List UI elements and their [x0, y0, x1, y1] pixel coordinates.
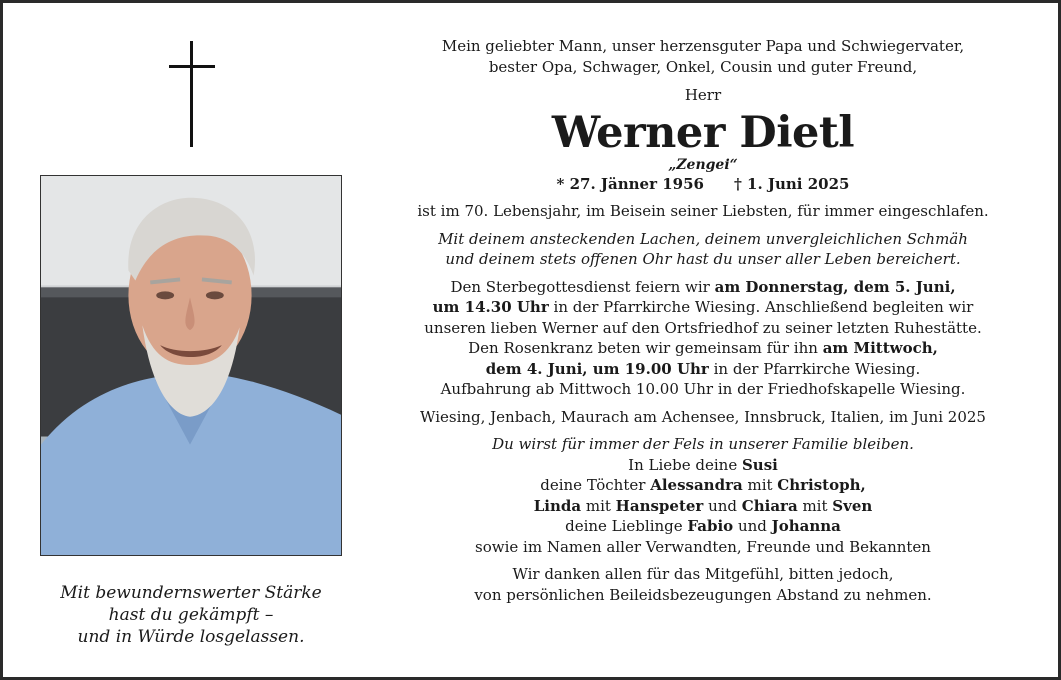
- cross-icon: [169, 41, 215, 147]
- quote-line: und in Würde losgelassen.: [77, 627, 305, 647]
- family-line: Linda mit Hanspeter und Chiara mit Sven: [533, 496, 873, 515]
- quote-line: hast du gekämpft –: [108, 605, 274, 625]
- family-line: deine Lieblinge Fabio und Johanna: [565, 517, 841, 535]
- rosary-line: dem 4. Juni, um 19.00 Uhr in der Pfarrkirche Wiesing.: [485, 359, 921, 378]
- family-line: sowie im Namen aller Verwandten, Freunde und Bekannten: [475, 537, 931, 556]
- intro-line: Mein geliebter Mann, unser herzensguter Papa und Schwiegervater,: [441, 37, 965, 55]
- family-line: deine Töchter Alessandra mit Christoph,: [540, 476, 866, 494]
- rock-line: Du wirst für immer der Fels in unserer Familie bleiben.: [492, 435, 914, 453]
- thanks-line: Wir danken allen für das Mitgefühl, bitten jedoch,: [512, 565, 894, 583]
- portrait-photo: [40, 175, 342, 556]
- places-line: Wiesing, Jenbach, Maurach am Achensee, Innsbruck, Italien, im Juni 2025: [420, 407, 986, 426]
- life-dates: [398, 174, 1008, 195]
- memorial-quote: [43, 582, 339, 648]
- service-line: um 14.30 Uhr in der Pfarrkirche Wiesing. Anschließend begleiten wir: [432, 298, 974, 316]
- viewing-line: Aufbahrung ab Mittwoch 10.00 Uhr in der Friedhofskapelle Wiesing.: [440, 380, 966, 398]
- intro-line: bester Opa, Schwager, Onkel, Cousin und guter Freund,: [488, 57, 918, 76]
- deceased-name: Werner Dietl: [551, 107, 855, 158]
- salutation: Herr: [684, 86, 722, 104]
- death-date: † 1. Juni 2025: [733, 174, 850, 193]
- quote-line: Mit bewundernswerter Stärke: [60, 583, 322, 603]
- thanks-line: von persönlichen Beileidsbezeugungen Abstand zu nehmen.: [474, 585, 932, 604]
- nickname: „Zengei“: [668, 156, 738, 173]
- birth-date: * 27. Jänner 1956: [556, 174, 704, 193]
- service-line: unseren lieben Werner auf den Ortsfriedhof zu seiner letzten Ruhestätte.: [424, 318, 982, 337]
- service-line: Den Sterbegottesdienst feiern wir am Donnerstag, dem 5. Juni,: [450, 277, 956, 296]
- family-line: In Liebe deine Susi: [628, 455, 778, 474]
- tribute-line: Mit deinem ansteckenden Lachen, deinem unvergleichlichen Schmäh: [438, 229, 968, 248]
- announcement-text: [398, 36, 1008, 605]
- tribute-line: und deinem stets offenen Ohr hast du unser aller Leben bereichert.: [445, 250, 961, 268]
- rosary-line: Den Rosenkranz beten wir gemeinsam für ihn am Mittwoch,: [468, 339, 938, 357]
- passing-statement: ist im 70. Lebensjahr, im Beisein seiner Liebsten, für immer eingeschlafen.: [417, 202, 989, 220]
